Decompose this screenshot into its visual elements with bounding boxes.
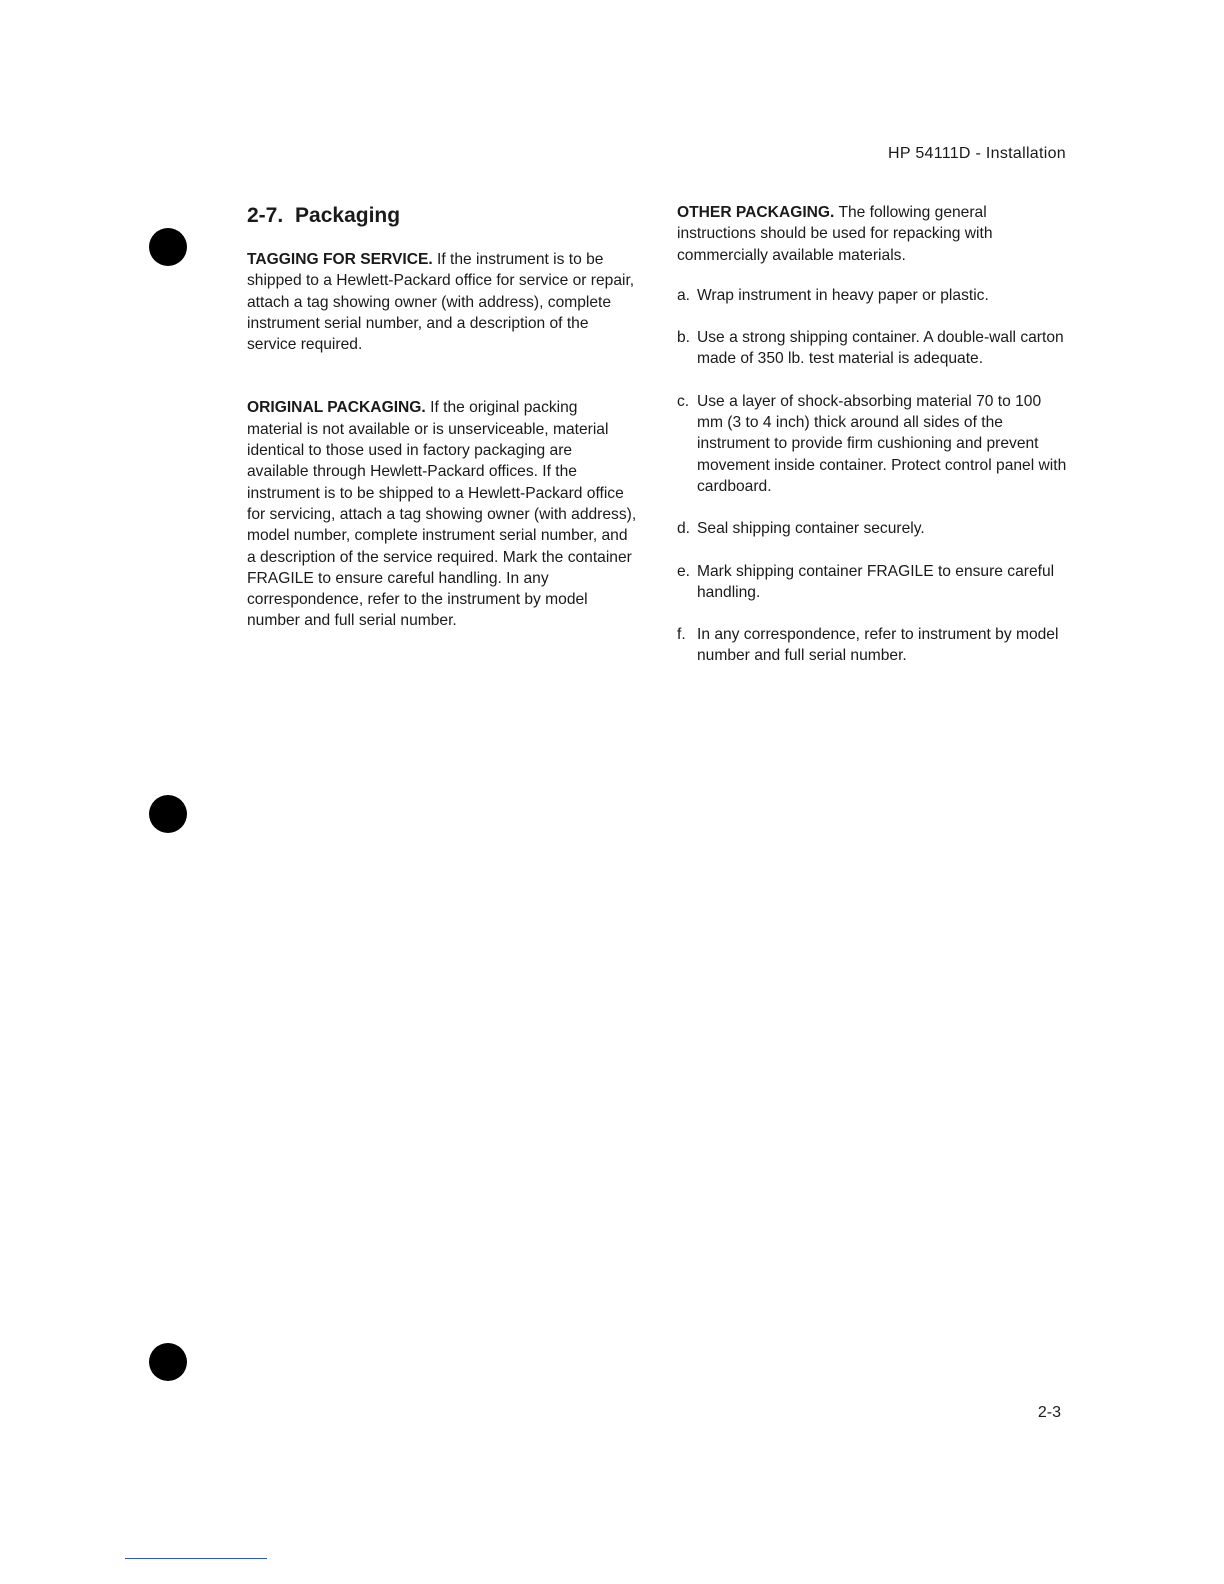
paragraph-lead: ORIGINAL PACKAGING.	[247, 399, 426, 417]
paragraph-text: The following general instructions should be used for repacking with commercially available materials.	[677, 204, 993, 264]
list-marker: c.	[677, 392, 690, 410]
list-item	[677, 391, 1069, 497]
list-item	[677, 624, 1069, 667]
list-marker: e.	[677, 562, 691, 580]
list-item-text: In any correspondence, refer to instrument by model number and full serial number.	[697, 626, 1059, 665]
right-column	[677, 202, 1069, 688]
paragraph-lead: OTHER PACKAGING.	[677, 204, 835, 221]
page-number: 2-3	[1037, 1404, 1061, 1421]
paragraph-lead: TAGGING FOR SERVICE.	[247, 251, 433, 268]
list-item	[677, 285, 1069, 306]
punch-hole-mark	[149, 795, 187, 833]
paragraph-text: If the instrument is to be shipped to a Hewlett-Packard office for service or repair, attach a tag showing owner (with address), complete instrument serial number, and a description of the service required.	[247, 251, 635, 354]
tagging-for-service-paragraph	[247, 249, 637, 355]
left-column	[247, 202, 637, 632]
other-packaging-paragraph	[677, 202, 1069, 266]
list-item	[677, 518, 1069, 539]
list-item	[677, 561, 1069, 604]
list-marker: b.	[677, 329, 691, 347]
list-item	[677, 327, 1069, 370]
list-item-text: Mark shipping container FRAGILE to ensure careful handling.	[697, 562, 1055, 601]
original-packaging-paragraph	[247, 397, 637, 631]
list-item-text: Use a strong shipping container. A double-wall carton made of 350 lb. test material is adequate.	[697, 329, 1064, 368]
section-heading	[247, 202, 637, 230]
running-header: HP 54111D - Installation	[888, 145, 1066, 162]
section-title: Packaging	[295, 204, 401, 227]
list-marker: a.	[677, 286, 691, 304]
punch-hole-mark	[149, 1343, 187, 1381]
list-marker: f.	[677, 626, 686, 644]
paragraph-text: If the original packing material is not available or is unserviceable, material identical to those used in factory packaging are available through Hewlett-Packard offices. If the instrument is to be shipped to a Hewlett-Packard office for servicing, attach a tag showing owner (with address), model number, complete instrument serial number, and a description of the service required. Mark the container FRAGILE to ensure careful handling. In any correspondence, refer to the instrument by model number and full serial number.	[247, 399, 637, 630]
packing-steps-list	[677, 285, 1069, 667]
list-item-text: Use a layer of shock-absorbing material 70 to 100 mm (3 to 4 inch) thick around all sides of the instrument to provide firm cushioning and prevent movement inside container. Protect control panel with cardboard.	[697, 392, 1067, 495]
footer-rule	[125, 1558, 267, 1559]
list-marker: d.	[677, 520, 691, 538]
section-number: 2-7.	[247, 204, 284, 227]
list-item-text: Wrap instrument in heavy paper or plastic.	[697, 286, 989, 304]
list-item-text: Seal shipping container securely.	[697, 520, 925, 538]
punch-hole-mark	[149, 228, 187, 266]
